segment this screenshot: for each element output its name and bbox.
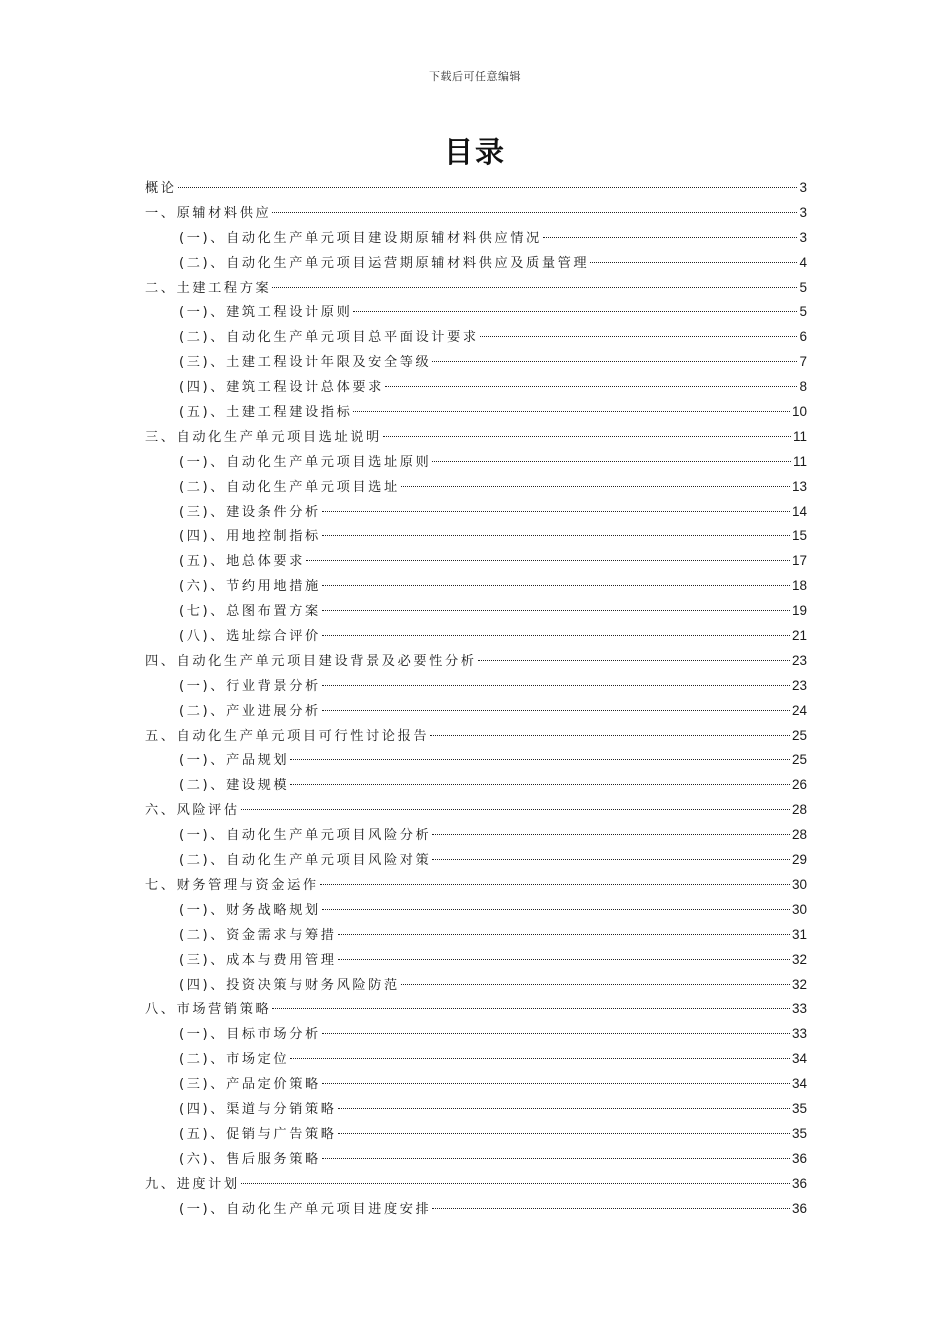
toc-page-number: 3 — [799, 229, 807, 245]
toc-entry-title: 四、自动化生产单元项目建设背景及必要性分析 — [145, 653, 477, 669]
toc-section-entry[interactable] — [145, 624, 807, 649]
toc-page-number: 6 — [799, 329, 807, 345]
toc-section-entry[interactable] — [145, 574, 807, 599]
toc-entry-title: (一)、建筑工程设计原则 — [179, 305, 353, 321]
toc-section-entry[interactable] — [145, 300, 807, 325]
toc-chapter-entry[interactable] — [145, 873, 807, 898]
toc-dot-leader — [290, 759, 790, 760]
toc-entry-title: (二)、建设规模 — [179, 778, 290, 794]
table-of-contents — [145, 176, 807, 1221]
toc-entry-title: 六、风险评估 — [145, 803, 240, 819]
toc-dot-leader — [322, 635, 790, 636]
toc-page-number: 26 — [791, 777, 807, 793]
toc-page-number: 25 — [791, 727, 807, 743]
toc-entry-title: 八、市场营销策略 — [145, 1002, 272, 1018]
toc-dot-leader — [383, 436, 791, 437]
toc-entry-title: 二、土建工程方案 — [145, 280, 272, 296]
toc-dot-leader — [272, 212, 797, 213]
toc-dot-leader — [290, 1058, 790, 1059]
toc-section-entry[interactable] — [145, 1022, 807, 1047]
toc-page-number: 34 — [791, 1051, 807, 1067]
toc-page-number: 7 — [799, 354, 807, 370]
toc-chapter-entry[interactable] — [145, 649, 807, 674]
toc-chapter-entry[interactable] — [145, 997, 807, 1022]
toc-page-number: 17 — [791, 553, 807, 569]
toc-dot-leader — [320, 884, 790, 885]
toc-chapter-entry[interactable] — [145, 276, 807, 301]
toc-section-entry[interactable] — [145, 1072, 807, 1097]
toc-chapter-entry[interactable] — [145, 425, 807, 450]
toc-dot-leader — [178, 187, 798, 188]
toc-section-entry[interactable] — [145, 948, 807, 973]
toc-section-entry[interactable] — [145, 475, 807, 500]
toc-dot-leader — [432, 361, 797, 362]
toc-page-number: 8 — [799, 379, 807, 395]
toc-section-entry[interactable] — [145, 748, 807, 773]
toc-page-number: 14 — [791, 503, 807, 519]
toc-entry-title: 概论 — [145, 181, 177, 196]
toc-entry-title: (三)、建设条件分析 — [179, 504, 321, 520]
toc-entry-title: (一)、自动化生产单元项目建设期原辅材料供应情况 — [179, 230, 542, 246]
toc-page-number: 13 — [791, 478, 807, 494]
toc-dot-leader — [322, 909, 790, 910]
toc-entry-title: (二)、产业进展分析 — [179, 703, 321, 719]
toc-section-entry[interactable] — [145, 524, 807, 549]
toc-section-entry[interactable] — [145, 674, 807, 699]
toc-entry-title: (二)、自动化生产单元项目选址 — [179, 479, 400, 495]
toc-section-entry[interactable] — [145, 400, 807, 425]
toc-entry-title: 九、进度计划 — [145, 1176, 240, 1192]
toc-dot-leader — [338, 934, 790, 935]
toc-page-number: 28 — [791, 827, 807, 843]
toc-section-entry[interactable] — [145, 773, 807, 798]
toc-page-number: 4 — [799, 254, 807, 270]
toc-page-number: 35 — [791, 1100, 807, 1116]
toc-chapter-entry[interactable] — [145, 798, 807, 823]
toc-page-number: 15 — [791, 528, 807, 544]
toc-dot-leader — [401, 984, 790, 985]
toc-title: 目录 — [443, 135, 506, 169]
toc-dot-leader — [290, 784, 790, 785]
toc-dot-leader — [338, 1108, 790, 1109]
toc-page-number: 32 — [791, 951, 807, 967]
page-header-note: 下载后可任意编辑 — [429, 70, 521, 83]
toc-entry-title: (二)、自动化生产单元项目总平面设计要求 — [179, 330, 479, 346]
toc-section-entry[interactable] — [145, 1122, 807, 1147]
toc-entry-title: (六)、售后服务策略 — [179, 1151, 321, 1167]
toc-section-entry[interactable] — [145, 375, 807, 400]
toc-page-number: 36 — [791, 1175, 807, 1191]
toc-page-number: 18 — [791, 578, 807, 594]
toc-page-number: 5 — [799, 279, 807, 295]
toc-entry-title: (三)、成本与费用管理 — [179, 952, 337, 968]
toc-page-number: 32 — [791, 976, 807, 992]
toc-page-number: 3 — [799, 180, 807, 195]
toc-entry-title: (四)、渠道与分销策略 — [179, 1101, 337, 1117]
toc-entry-title: (四)、投资决策与财务风险防范 — [179, 977, 400, 993]
toc-page-number: 29 — [791, 852, 807, 868]
toc-dot-leader — [322, 585, 790, 586]
toc-entry-title: (一)、自动化生产单元项目风险分析 — [179, 828, 432, 844]
toc-page-number: 3 — [799, 204, 807, 220]
toc-section-entry[interactable] — [145, 823, 807, 848]
toc-page-number: 33 — [791, 1001, 807, 1017]
toc-section-entry[interactable] — [145, 1097, 807, 1122]
toc-page-number: 36 — [791, 1150, 807, 1166]
toc-dot-leader — [272, 287, 797, 288]
toc-page-number: 23 — [791, 652, 807, 668]
toc-entry-title: (二)、资金需求与筹措 — [179, 927, 337, 943]
toc-dot-leader — [322, 710, 790, 711]
toc-dot-leader — [432, 859, 790, 860]
toc-dot-leader — [241, 809, 790, 810]
toc-page-number: 31 — [791, 926, 807, 942]
toc-dot-leader — [322, 535, 790, 536]
toc-entry-title: (一)、产品规划 — [179, 753, 290, 769]
toc-page-number: 10 — [791, 404, 807, 420]
toc-section-entry[interactable] — [145, 898, 807, 923]
toc-page-number: 34 — [791, 1076, 807, 1092]
toc-page-number: 30 — [791, 901, 807, 917]
toc-entry-title: (二)、自动化生产单元项目风险对策 — [179, 853, 432, 869]
toc-section-entry[interactable] — [145, 450, 807, 475]
toc-dot-leader — [353, 411, 790, 412]
toc-dot-leader — [385, 386, 798, 387]
toc-dot-leader — [322, 511, 790, 512]
toc-section-entry[interactable] — [145, 1197, 807, 1222]
toc-section-entry[interactable] — [145, 251, 807, 276]
toc-entry-title: 七、财务管理与资金运作 — [145, 877, 319, 893]
toc-page-number: 36 — [791, 1200, 807, 1216]
toc-section-entry[interactable] — [145, 1047, 807, 1072]
toc-entry-title: (四)、建筑工程设计总体要求 — [179, 380, 384, 396]
toc-page-number: 24 — [791, 702, 807, 718]
toc-entry-title: (一)、自动化生产单元项目进度安排 — [179, 1201, 432, 1217]
toc-entry-title: (五)、土建工程建设指标 — [179, 405, 353, 421]
toc-dot-leader — [241, 1183, 790, 1184]
toc-section-entry[interactable] — [145, 350, 807, 375]
toc-dot-leader — [322, 1083, 790, 1084]
toc-page-number: 35 — [791, 1125, 807, 1141]
toc-section-entry[interactable] — [145, 549, 807, 574]
toc-dot-leader — [478, 660, 790, 661]
toc-page-number: 11 — [792, 453, 807, 469]
toc-entry-title: (一)、财务战略规划 — [179, 902, 321, 918]
toc-dot-leader — [322, 685, 790, 686]
toc-page-number: 25 — [791, 752, 807, 768]
toc-dot-leader — [432, 1208, 790, 1209]
toc-section-entry[interactable] — [145, 599, 807, 624]
toc-section-entry[interactable] — [145, 1147, 807, 1172]
toc-chapter-entry[interactable] — [145, 1172, 807, 1197]
toc-dot-leader — [306, 560, 790, 561]
toc-page-number: 21 — [791, 628, 807, 644]
toc-entry-title: (一)、行业背景分析 — [179, 678, 321, 694]
toc-dot-leader — [353, 311, 797, 312]
toc-section-entry[interactable] — [145, 325, 807, 350]
toc-chapter-entry[interactable] — [145, 724, 807, 749]
toc-entry-title: (六)、节约用地措施 — [179, 579, 321, 595]
toc-section-entry[interactable] — [145, 923, 807, 948]
toc-entry-title: (一)、目标市场分析 — [179, 1027, 321, 1043]
toc-dot-leader — [322, 1158, 790, 1159]
toc-dot-leader — [432, 461, 791, 462]
toc-section-entry[interactable] — [145, 848, 807, 873]
toc-entry-title: 五、自动化生产单元项目可行性讨论报告 — [145, 728, 430, 744]
toc-dot-leader — [272, 1008, 790, 1009]
toc-section-entry[interactable] — [145, 226, 807, 251]
toc-page-number: 33 — [791, 1026, 807, 1042]
toc-entry-title: 一、原辅材料供应 — [145, 205, 272, 221]
toc-chapter-entry[interactable] — [145, 201, 807, 226]
toc-section-entry[interactable] — [145, 973, 807, 998]
toc-entry-title: (五)、地总体要求 — [179, 554, 306, 570]
toc-entry-title: (一)、自动化生产单元项目选址原则 — [179, 454, 432, 470]
toc-dot-leader — [543, 237, 798, 238]
toc-entry-title: (七)、总图布置方案 — [179, 604, 321, 620]
toc-dot-leader — [338, 1133, 790, 1134]
toc-section-entry[interactable] — [145, 500, 807, 525]
toc-page-number: 11 — [792, 428, 807, 444]
toc-entry-title: (三)、土建工程设计年限及安全等级 — [179, 355, 432, 371]
toc-dot-leader — [480, 336, 798, 337]
toc-dot-leader — [590, 262, 797, 263]
toc-page-number: 30 — [791, 876, 807, 892]
toc-entry-title: (二)、自动化生产单元项目运营期原辅材料供应及质量管理 — [179, 255, 590, 271]
toc-dot-leader — [322, 610, 790, 611]
toc-entry-title: (四)、用地控制指标 — [179, 529, 321, 545]
toc-chapter-entry[interactable] — [145, 176, 807, 201]
toc-entry-title: (二)、市场定位 — [179, 1052, 290, 1068]
toc-dot-leader — [432, 834, 790, 835]
toc-dot-leader — [322, 1033, 790, 1034]
toc-dot-leader — [430, 735, 790, 736]
toc-entry-title: (三)、产品定价策略 — [179, 1077, 321, 1093]
toc-dot-leader — [401, 486, 790, 487]
toc-page-number: 23 — [791, 677, 807, 693]
toc-entry-title: 三、自动化生产单元项目选址说明 — [145, 429, 382, 445]
toc-entry-title: (五)、促销与广告策略 — [179, 1126, 337, 1142]
toc-dot-leader — [338, 959, 790, 960]
toc-page-number: 28 — [791, 802, 807, 818]
toc-section-entry[interactable] — [145, 699, 807, 724]
toc-page-number: 19 — [791, 603, 807, 619]
toc-page-number: 5 — [799, 304, 807, 320]
toc-entry-title: (八)、选址综合评价 — [179, 629, 321, 645]
